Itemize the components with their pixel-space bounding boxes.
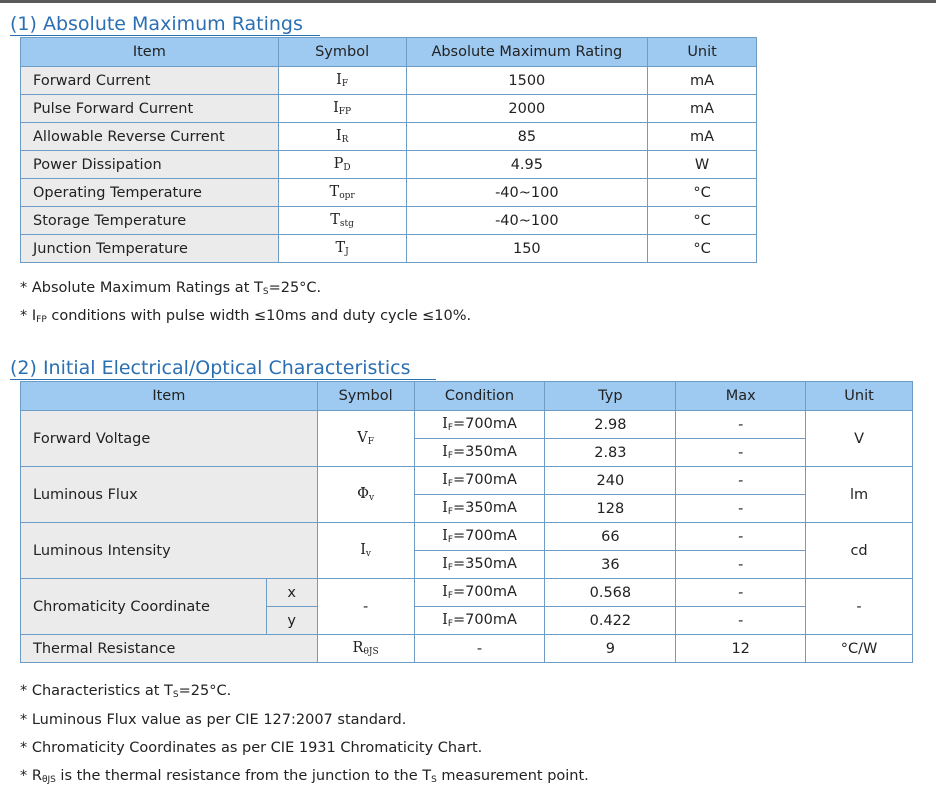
table-row — [21, 523, 913, 551]
coord-x-label: x — [266, 579, 317, 607]
max-cell: - — [676, 439, 806, 467]
symbol-cell: $I_F$ — [278, 67, 406, 95]
max-cell: - — [676, 495, 806, 523]
max-cell: - — [676, 607, 806, 635]
condition-cell: - — [414, 635, 545, 663]
condition-cell: $I_F=350mA$ — [414, 439, 545, 467]
row-label-chromaticity: Chromaticity Coordinate — [21, 579, 267, 635]
rating-cell: 2000 — [406, 95, 648, 123]
max-cell: - — [676, 523, 806, 551]
header-item: Item — [21, 382, 318, 411]
typ-cell: 66 — [545, 523, 676, 551]
symbol-vf: $V_F$ — [317, 411, 414, 467]
unit-cell: °C — [648, 235, 757, 263]
row-label: Operating Temperature — [21, 179, 279, 207]
typ-cell: 36 — [545, 551, 676, 579]
table-row — [21, 635, 913, 663]
table-row — [21, 179, 757, 207]
symbol-iv: $I_v$ — [317, 523, 414, 579]
unit-cell: °C — [648, 207, 757, 235]
max-cell: - — [676, 579, 806, 607]
condition-cell: $I_F=700mA$ — [414, 607, 545, 635]
symbol-cell: $I_{FP}$ — [278, 95, 406, 123]
table-header-row — [21, 382, 913, 411]
row-label-forward-voltage: Forward Voltage — [21, 411, 318, 467]
rating-cell: -40~100 — [406, 207, 648, 235]
coord-y-label: y — [266, 607, 317, 635]
note-ifp-conditions: * $I_{FP}$ conditions with pulse width ≤10ms and duty cycle ≤10%. — [20, 308, 472, 325]
row-label: Pulse Forward Current — [21, 95, 279, 123]
unit-cell: - — [806, 579, 913, 635]
unit-cell: °C — [648, 179, 757, 207]
note-chromaticity-cie: * Chromaticity Coordinates as per CIE 1931 Chromaticity Chart. — [20, 740, 483, 756]
typ-cell: 0.422 — [545, 607, 676, 635]
note-characteristics-ts: * Characteristics at $T_S=25^\circ C$. — [20, 683, 232, 700]
max-cell: 12 — [676, 635, 806, 663]
row-label: Power Dissipation — [21, 151, 279, 179]
rating-cell: -40~100 — [406, 179, 648, 207]
max-cell: - — [676, 411, 806, 439]
row-label: Junction Temperature — [21, 235, 279, 263]
symbol-r-theta-js: $R_{\theta JS}$ — [317, 635, 414, 663]
row-label-luminous-intensity: Luminous Intensity — [21, 523, 318, 579]
header-unit: Unit — [648, 38, 757, 67]
symbol-cell: $I_R$ — [278, 123, 406, 151]
condition-cell: $I_F=350mA$ — [414, 495, 545, 523]
section-title-absolute-max: (1) Absolute Maximum Ratings — [10, 13, 303, 35]
unit-cell: cd — [806, 523, 913, 579]
rating-cell: 4.95 — [406, 151, 648, 179]
unit-cell: mA — [648, 67, 757, 95]
unit-cell: mA — [648, 123, 757, 151]
table-row — [21, 151, 757, 179]
symbol-phi-v: $\Phi_v$ — [317, 467, 414, 523]
table-row — [21, 123, 757, 151]
row-label: Storage Temperature — [21, 207, 279, 235]
typ-cell: 2.83 — [545, 439, 676, 467]
condition-cell: $I_F=700mA$ — [414, 579, 545, 607]
unit-cell: W — [648, 151, 757, 179]
header-typ: Typ — [545, 382, 676, 411]
electrical-optical-table — [20, 381, 913, 663]
condition-cell: $I_F=700mA$ — [414, 467, 545, 495]
symbol-cell: $T_{opr}$ — [278, 179, 406, 207]
condition-cell: $I_F=700mA$ — [414, 411, 545, 439]
typ-cell: 2.98 — [545, 411, 676, 439]
table-row — [21, 207, 757, 235]
unit-cell: mA — [648, 95, 757, 123]
table-row — [21, 235, 757, 263]
header-rating: Absolute Maximum Rating — [406, 38, 648, 67]
row-label: Allowable Reverse Current — [21, 123, 279, 151]
rating-cell: 85 — [406, 123, 648, 151]
table-row — [21, 579, 913, 607]
unit-cell: lm — [806, 467, 913, 523]
table-row — [21, 467, 913, 495]
header-condition: Condition — [414, 382, 545, 411]
condition-cell: $I_F=700mA$ — [414, 523, 545, 551]
header-max: Max — [676, 382, 806, 411]
typ-cell: 128 — [545, 495, 676, 523]
row-label-luminous-flux: Luminous Flux — [21, 467, 318, 523]
table-header-row — [21, 38, 757, 67]
symbol-cell: $T_{stg}$ — [278, 207, 406, 235]
condition-cell: $I_F=350mA$ — [414, 551, 545, 579]
typ-cell: 9 — [545, 635, 676, 663]
title-underline — [10, 379, 436, 380]
unit-cell: V — [806, 411, 913, 467]
row-label: Forward Current — [21, 67, 279, 95]
rating-cell: 150 — [406, 235, 648, 263]
table-row — [21, 95, 757, 123]
unit-cell: °C/W — [806, 635, 913, 663]
max-cell: - — [676, 551, 806, 579]
header-symbol: Symbol — [278, 38, 406, 67]
note-luminous-flux-cie: * Luminous Flux value as per CIE 127:2007 standard. — [20, 712, 407, 728]
table-row — [21, 67, 757, 95]
header-unit: Unit — [806, 382, 913, 411]
table-row — [21, 411, 913, 439]
symbol-cell: $P_D$ — [278, 151, 406, 179]
header-item: Item — [21, 38, 279, 67]
max-cell: - — [676, 467, 806, 495]
symbol-cell: $T_J$ — [278, 235, 406, 263]
absolute-max-table — [20, 37, 757, 263]
section-title-electrical-optical: (2) Initial Electrical/Optical Characteristics — [10, 357, 411, 379]
typ-cell: 0.568 — [545, 579, 676, 607]
top-border — [0, 0, 936, 3]
symbol-chromaticity: - — [317, 579, 414, 635]
typ-cell: 240 — [545, 467, 676, 495]
note-abs-max-ts: * Absolute Maximum Ratings at $T_S=25^\circ C$. — [20, 280, 322, 297]
rating-cell: 1500 — [406, 67, 648, 95]
note-thermal-resistance: * $R_{\theta JS}$ is the thermal resistance from the junction to the $T_S$ measurement point. — [20, 768, 589, 785]
row-label-thermal-resistance: Thermal Resistance — [21, 635, 318, 663]
header-symbol: Symbol — [317, 382, 414, 411]
title-underline — [10, 35, 320, 36]
